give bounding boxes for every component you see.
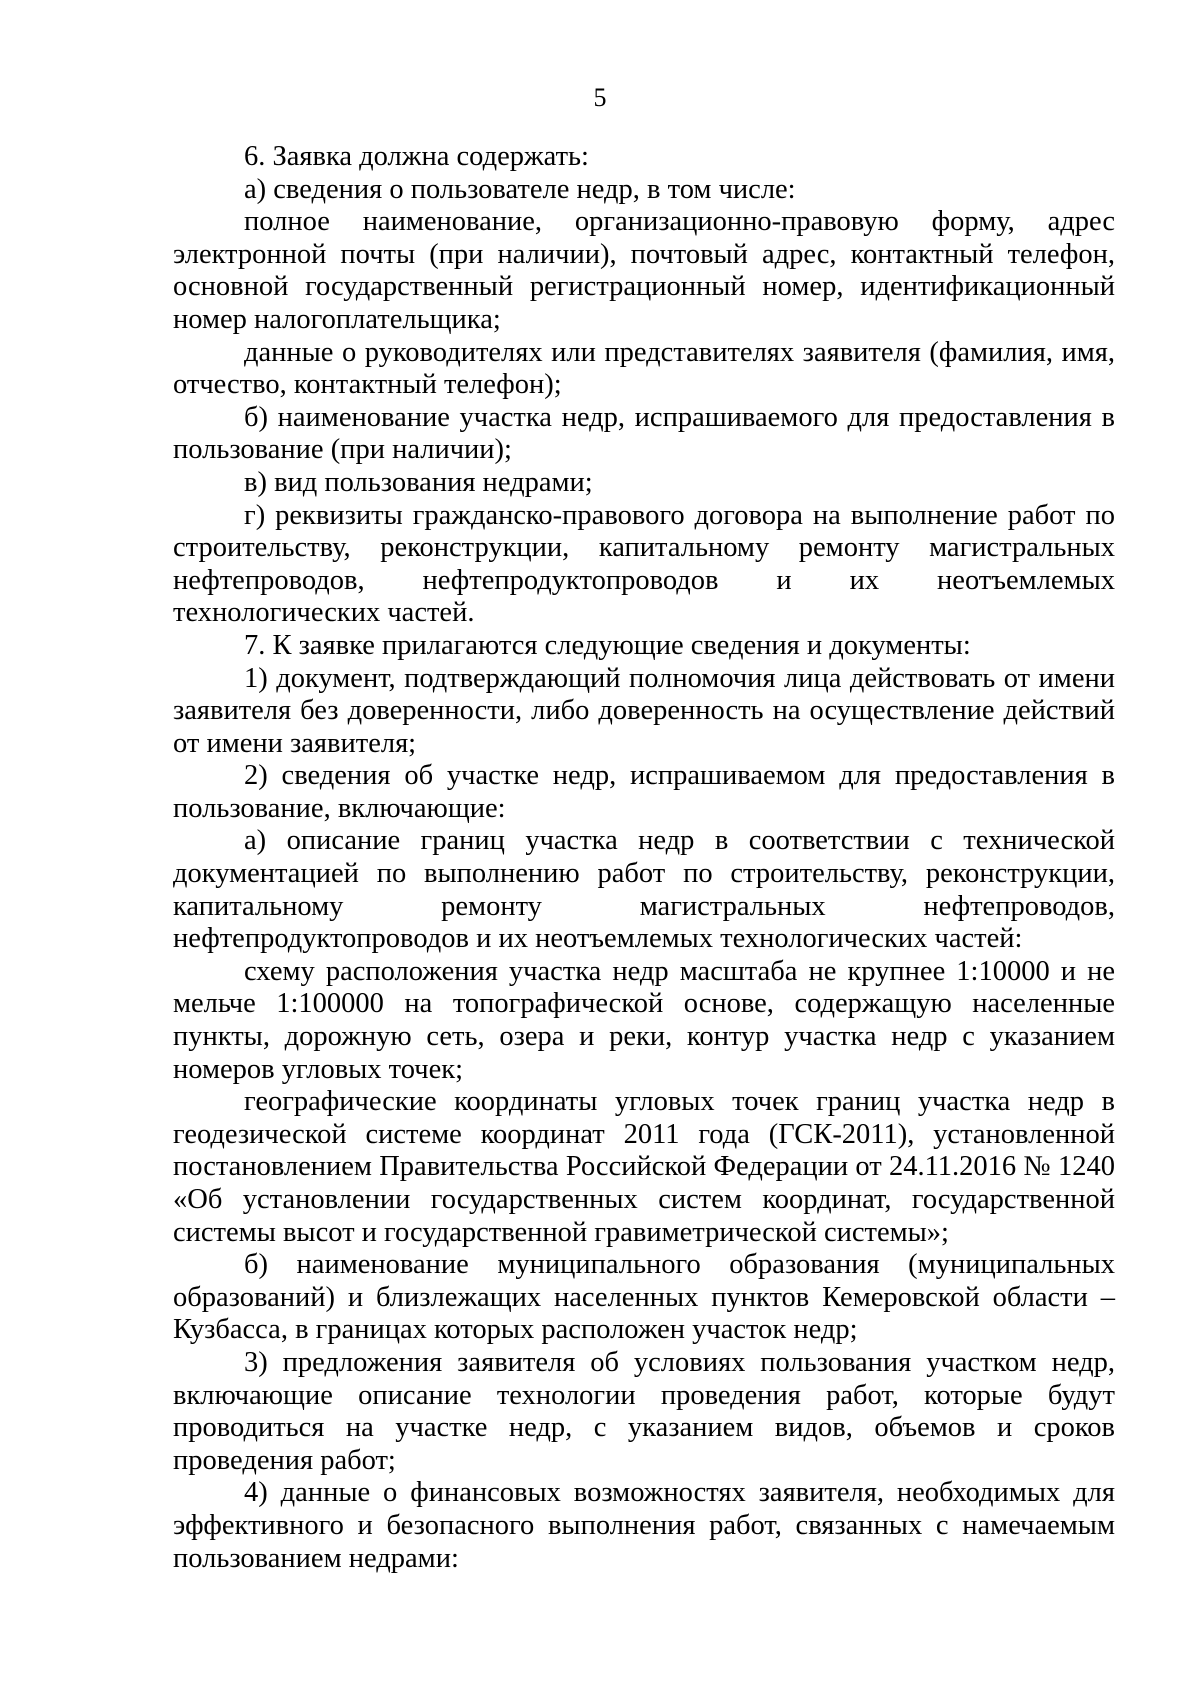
paragraph-7-3: 3) предложения заявителя об условиях пользования участком недр, включающие описание технологии проведения работ, которые будут проводиться на участке недр, с указанием видов, объемов и сроков проведения работ; xyxy=(173,1346,1115,1476)
document-body xyxy=(173,141,1115,1575)
paragraph-7-2b: б) наименование муниципального образования (муниципальных образований) и близлежащих населенных пунктов Кемеровской области – Кузбасса, в границах которых расположен участок недр; xyxy=(173,1249,1115,1346)
paragraph-6a: а) сведения о пользователе недр, в том числе: xyxy=(244,173,796,205)
paragraph-7-2a: а) описание границ участка недр в соответствии с технической документацией по выполнению работ по строительству, реконструкции, капитальному ремонту магистральных нефтепроводов, нефтепродуктопроводов и их неотъемлемых технологических частей: xyxy=(173,825,1115,955)
paragraph-7-2: 2) сведения об участке недр, испрашиваемом для предоставления в пользование, включающие: xyxy=(173,760,1115,824)
paragraph-7-header: 7. К заявке прилагаются следующие сведения и документы: xyxy=(244,629,971,661)
paragraph-7-1: 1) документ, подтверждающий полномочия лица действовать от имени заявителя без доверенности, либо доверенность на осуществление действий от имени заявителя; xyxy=(173,662,1115,759)
paragraph-6v: в) вид пользования недрами; xyxy=(244,466,593,498)
paragraph-6b: б) наименование участка недр, испрашиваемого для предоставления в пользование (при наличии); xyxy=(173,401,1115,466)
page-number: 5 xyxy=(593,83,607,112)
paragraph-7-4: 4) данные о финансовых возможностях заявителя, необходимых для эффективного и безопасного выполнения работ, связанных с намечаемым пользованием недрами: xyxy=(173,1477,1115,1574)
paragraph-7-2a-scheme: схему расположения участка недр масштаба не крупнее 1:10000 и не мельче 1:100000 на топографической основе, содержащую населенные пункты, дорожную сеть, озера и реки, контур участка недр с указанием номеров угловых точек; xyxy=(173,955,1115,1085)
paragraph-6a-name: полное наименование, организационно-правовую форму, адрес электронной почты (при наличии), почтовый адрес, контактный телефон, основной государственный регистрационный номер, идентификационный номер налогоплательщика; xyxy=(173,206,1115,335)
paragraph-6g: г) реквизиты гражданско-правового договора на выполнение работ по строительству, реконструкции, капитальному ремонту магистральных нефтепроводов, нефтепродуктопроводов и их неотъемлемых технологических частей. xyxy=(173,499,1115,629)
paragraph-6-header: 6. Заявка должна содержать: xyxy=(244,141,589,172)
paragraph-6a-managers: данные о руководителях или представителях заявителя (фамилия, имя, отчество, контактный телефон); xyxy=(173,336,1115,401)
paragraph-7-2a-coordinates: географические координаты угловых точек границ участка недр в геодезической системе координат 2011 года (ГСК-2011), установленной постановлением Правительства Российской Федерации от 24.11.2016 № 1240 «Об установлении государственных систем координат, государственной системы высот и государственной гравиметрической системы»; xyxy=(173,1086,1115,1248)
